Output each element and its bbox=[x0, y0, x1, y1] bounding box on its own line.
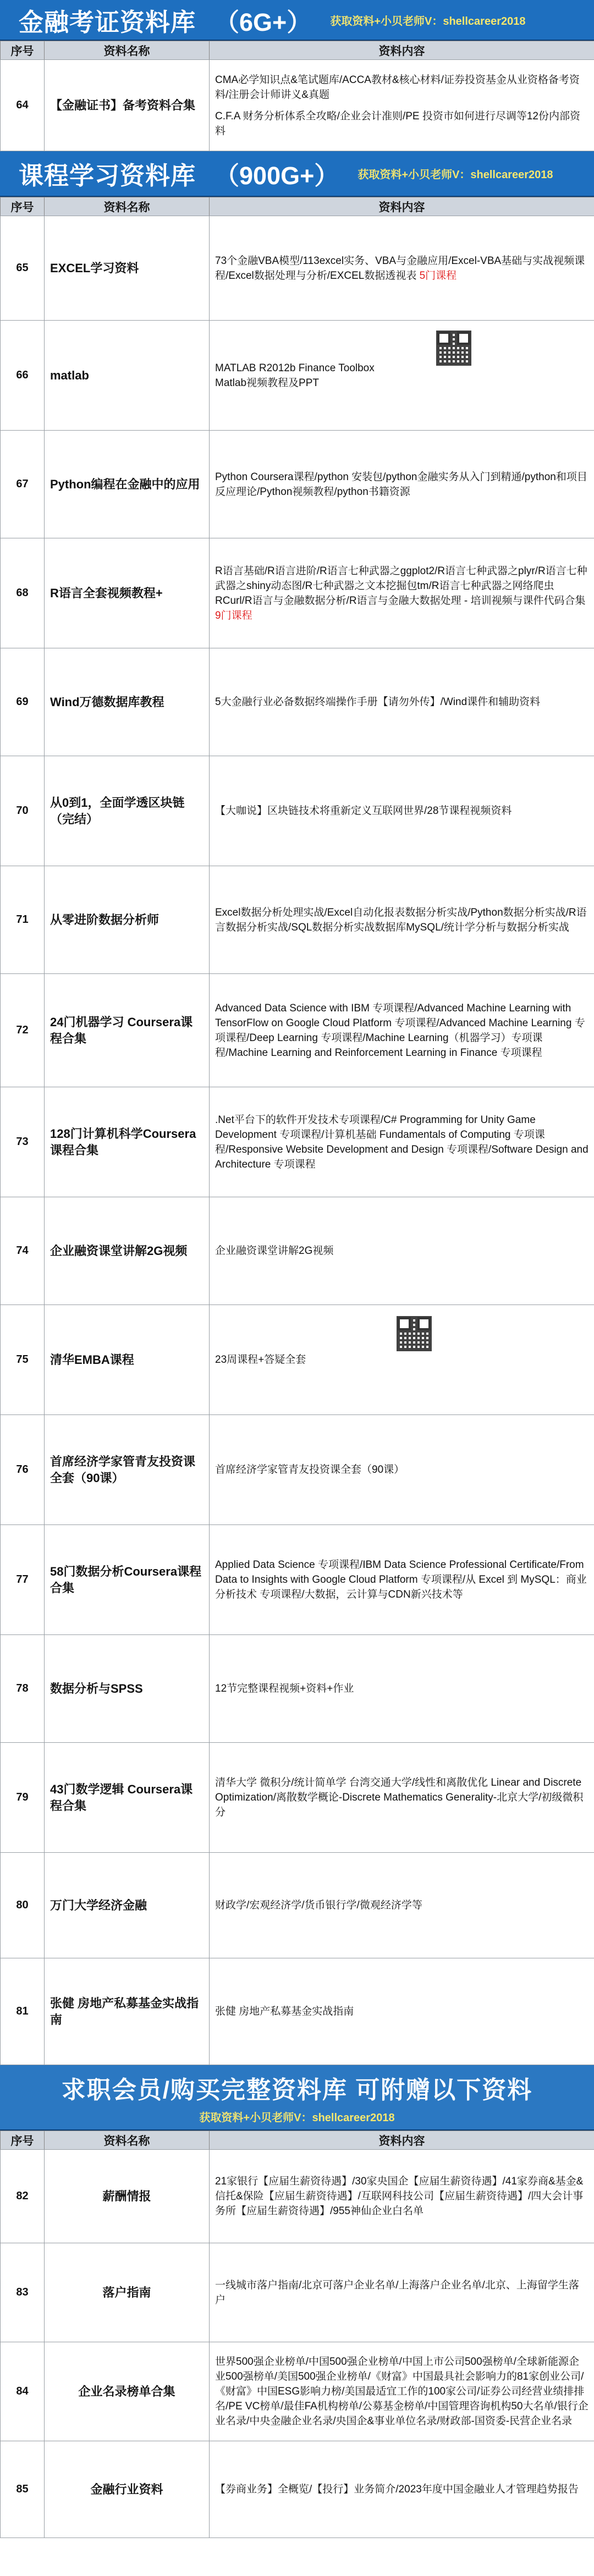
header-num: 序号 bbox=[0, 41, 45, 60]
row-desc-line: C.F.A 财务分析体系全攻略/企业会计准则/PE 投资市如何进行尽调等12份内部资料 bbox=[215, 110, 580, 137]
section2-contact: 获取资料+小贝老师V：shellcareer2018 bbox=[358, 168, 553, 181]
row-desc-line: 财政学/宏观经济学/货币银行学/微观经济学等 bbox=[215, 1900, 422, 1911]
row-num: 83 bbox=[0, 2243, 45, 2342]
section1-contact: 获取资料+小贝老师V：shellcareer2018 bbox=[330, 15, 526, 27]
row-name: 金融行业资料 bbox=[44, 2441, 210, 2538]
row-num: 64 bbox=[0, 59, 45, 151]
row-num: 73 bbox=[0, 1087, 45, 1197]
section2-banner bbox=[0, 151, 594, 197]
row-desc-line: 【券商业务】全概览/【投行】业务简介/2023年度中国金融业人才管理趋势报告 bbox=[215, 2484, 579, 2495]
row-desc-line: 5大金融行业必备数据终端操作手册【请勿外传】/Wind课件和辅助资料 bbox=[215, 696, 541, 708]
table-row bbox=[0, 59, 594, 151]
row-num: 84 bbox=[0, 2342, 45, 2441]
row-desc bbox=[209, 1197, 594, 1305]
table-row bbox=[0, 2149, 594, 2243]
row-desc-line: Matlab视频教程及PPT bbox=[215, 377, 319, 389]
table-row bbox=[0, 1197, 594, 1304]
qr-code-icon bbox=[397, 1316, 432, 1351]
table-header bbox=[0, 41, 594, 59]
row-name: 从零进阶数据分析师 bbox=[44, 866, 210, 974]
section1-title: 金融考证资料库 bbox=[19, 8, 196, 36]
row-desc-line: 12节完整课程视频+资料+作业 bbox=[215, 1683, 354, 1694]
row-desc bbox=[209, 538, 594, 648]
row-num: 80 bbox=[0, 1852, 45, 1958]
header-name: 资料名称 bbox=[44, 2131, 210, 2150]
row-name: 薪酬情报 bbox=[44, 2149, 210, 2243]
row-desc bbox=[209, 1304, 594, 1415]
row-name: matlab bbox=[44, 320, 210, 431]
row-desc bbox=[209, 1087, 594, 1197]
row-desc-line: Applied Data Science 专项课程/IBM Data Science Professional Certificate/From Data to Insights with Google Cloud Platform 专项课程/从 Excel 到 MySQL：商业分析技术 专项课程/大数据，云计算与CDN新兴技术等 bbox=[215, 1559, 587, 1600]
row-name: 数据分析与SPSS bbox=[44, 1634, 210, 1743]
row-num: 82 bbox=[0, 2149, 45, 2243]
row-desc bbox=[209, 1634, 594, 1743]
table-row bbox=[0, 430, 594, 538]
table-row bbox=[0, 866, 594, 973]
row-num: 71 bbox=[0, 866, 45, 974]
table-row bbox=[0, 2243, 594, 2342]
table-row bbox=[0, 1524, 594, 1634]
header-name: 资料名称 bbox=[44, 197, 210, 216]
qr-code-icon bbox=[436, 331, 471, 366]
table-row bbox=[0, 538, 594, 648]
row-name: EXCEL学习资料 bbox=[44, 216, 210, 321]
row-desc bbox=[209, 216, 594, 321]
row-desc bbox=[209, 1524, 594, 1635]
row-desc bbox=[209, 2441, 594, 2538]
row-name: 企业名录榜单合集 bbox=[44, 2342, 210, 2441]
table-row bbox=[0, 2342, 594, 2441]
section3-title: 求职会员/购买完整资料库 可附赠以下资料 bbox=[61, 2076, 533, 2104]
header-desc: 资料内容 bbox=[209, 41, 594, 60]
section3-contact: 获取资料+小贝老师V：shellcareer2018 bbox=[199, 2111, 395, 2124]
table-row bbox=[0, 1087, 594, 1197]
row-desc-line: 企业融资课堂讲解2G视频 bbox=[215, 1245, 334, 1257]
header-desc: 资料内容 bbox=[209, 197, 594, 216]
table-header bbox=[0, 197, 594, 216]
row-name: 清华EMBA课程 bbox=[44, 1304, 210, 1415]
row-desc bbox=[209, 1414, 594, 1525]
row-desc-line: MATLAB R2012b Finance Toolbox bbox=[215, 362, 375, 374]
table-row bbox=[0, 216, 594, 320]
row-name: R语言全套视频教程+ bbox=[44, 538, 210, 648]
row-name: 【金融证书】备考资料合集 bbox=[44, 59, 210, 151]
row-desc bbox=[209, 59, 594, 151]
row-desc-line: 世界500强企业榜单/中国500强企业榜单/中国上市公司500强榜单/全球新能源企业500强榜单/美国500强企业榜单/《财富》中国最具社会影响力的81家创业公司/《财富》中国ESG影响力榜/美国最适宜工作的100家公司/证券公司经营业绩排排名/PE VC榜单/最佳FA机构榜单/公募基金榜单/中国管理咨询机构50大名单/银行企业名录/中央金融企业名录/央国企&事业单位名录/财政部-国资委-民营企业名录 bbox=[215, 2356, 588, 2427]
table-row bbox=[0, 1958, 594, 2065]
row-desc bbox=[209, 866, 594, 974]
row-name: 从0到1，全面学透区块链（完结） bbox=[44, 756, 210, 866]
row-num: 66 bbox=[0, 320, 45, 431]
row-desc-line: R语言基础/R语言进阶/R语言七种武器之ggplot2/R语言七种武器之plyr/R语言七种武器之shiny动态图/R七种武器之文本挖掘包tm/R语言七种武器之网络爬虫RCurl/R语言与金融数据分析/R语言与金融大数据处理 - 培训视频与课件代码合集 9门课程 bbox=[215, 565, 587, 621]
table-row bbox=[0, 1304, 594, 1414]
row-desc bbox=[209, 1852, 594, 1958]
row-desc-line: Excel数据分析处理实战/Excel自动化报表数据分析实战/Python数据分析实战/R语言数据分析实战/SQL数据分析实战数据库MySQL/统计学分析与数据分析实战 bbox=[215, 906, 587, 933]
row-desc bbox=[209, 2342, 594, 2441]
header-num: 序号 bbox=[0, 197, 45, 216]
header-desc: 资料内容 bbox=[209, 2131, 594, 2150]
row-desc bbox=[209, 430, 594, 538]
row-name: 24门机器学习 Coursera课程合集 bbox=[44, 973, 210, 1087]
row-num: 81 bbox=[0, 1958, 45, 2065]
table-row bbox=[0, 1634, 594, 1742]
row-name: 58门数据分析Coursera课程合集 bbox=[44, 1524, 210, 1635]
row-num: 76 bbox=[0, 1414, 45, 1525]
row-num: 77 bbox=[0, 1524, 45, 1635]
row-name: 企业融资课堂讲解2G视频 bbox=[44, 1197, 210, 1305]
row-num: 70 bbox=[0, 756, 45, 866]
row-name: 128门计算机科学Coursera课程合集 bbox=[44, 1087, 210, 1197]
row-num: 72 bbox=[0, 973, 45, 1087]
row-num: 69 bbox=[0, 648, 45, 756]
header-name: 资料名称 bbox=[44, 41, 210, 60]
row-num: 78 bbox=[0, 1634, 45, 1743]
row-desc-line: .Net平台下的软件开发技术专项课程/C# Programming for Unity Game Development 专项课程/计算机基础 Fundamentals of Computing 专项课程/Responsive Website Development and Design 专项课程/Software Design and Architecture 专项课程 bbox=[215, 1114, 588, 1170]
table-row bbox=[0, 320, 594, 430]
row-desc bbox=[209, 648, 594, 756]
table-row bbox=[0, 2441, 594, 2538]
row-num: 68 bbox=[0, 538, 45, 648]
course-count: 9门课程 bbox=[215, 609, 252, 621]
row-name: Python编程在金融中的应用 bbox=[44, 430, 210, 538]
row-desc-line: 23周课程+答疑全套 bbox=[215, 1354, 306, 1366]
row-desc bbox=[209, 2149, 594, 2243]
row-num: 75 bbox=[0, 1304, 45, 1415]
row-desc-line: 清华大学 微积分/统计简单学 台湾交通大学/线性和离散优化 Linear and Discrete Optimization/离散数学概论-Discrete Mathematics Generality-北京大学/初级微积分 bbox=[215, 1777, 584, 1818]
section3-banner bbox=[0, 2065, 594, 2131]
row-desc bbox=[209, 2243, 594, 2342]
table-row bbox=[0, 1742, 594, 1852]
row-num: 65 bbox=[0, 216, 45, 321]
row-desc-line: 21家银行【应届生薪资待遇】/30家央国企【应届生薪资待遇】/41家券商&基金&信托&保险【应届生薪资待遇】/互联网科技公司【应届生薪资待遇】/四大会计事务所【应届生薪资待遇】/955神仙企业白名单 bbox=[215, 2176, 584, 2217]
row-name: 落户指南 bbox=[44, 2243, 210, 2342]
row-num: 67 bbox=[0, 430, 45, 538]
row-num: 85 bbox=[0, 2441, 45, 2538]
table-header bbox=[0, 2131, 594, 2149]
table-row bbox=[0, 756, 594, 866]
row-desc-line: Python Coursera课程/python 安装包/python金融实务从入门到精通/python和项目反应理论/Python视频教程/python书籍资源 bbox=[215, 471, 587, 498]
row-desc-line: 张健 房地产私募基金实战指南 bbox=[215, 2006, 354, 2017]
row-desc bbox=[209, 973, 594, 1087]
row-num: 74 bbox=[0, 1197, 45, 1305]
table-row bbox=[0, 648, 594, 756]
row-desc-line: 73个金融VBA模型/113excel实务、VBA与金融应用/Excel-VBA基础与实战视频课程/Excel数据处理与分析/EXCEL数据透视表 5门课程 bbox=[215, 255, 585, 282]
row-desc-line: 一线城市落户指南/北京可落户企业名单/上海落户企业名单/北京、上海留学生落户 bbox=[215, 2279, 579, 2306]
row-name: 万门大学经济金融 bbox=[44, 1852, 210, 1958]
row-desc bbox=[209, 1958, 594, 2065]
row-desc bbox=[209, 756, 594, 866]
section2-size: （900G+） bbox=[215, 161, 339, 190]
row-desc-line: CMA必学知识点&笔试题库/ACCA教材&核心材料/证券投资基金从业资格备考资料/注册会计师讲义&真题 bbox=[215, 74, 580, 101]
row-desc-line: 首席经济学家管青友投资课全套（90课） bbox=[215, 1464, 405, 1476]
row-desc-line: Advanced Data Science with IBM 专项课程/Advanced Machine Learning with TensorFlow on Google Cloud Platform 专项课程/Advanced Machine Learning 专项课程/Deep Learning 专项课程/Machine Learning（机器学习）专项课程/Machine Learning and Reinforcement Learning in Finance 专项课程 bbox=[215, 1002, 585, 1059]
table-row bbox=[0, 973, 594, 1087]
row-desc bbox=[209, 1742, 594, 1853]
row-desc-line: 【大咖说】区块链技术将重新定义互联网世界/28节课程视频资料 bbox=[215, 805, 512, 817]
section2-title: 课程学习资料库 bbox=[19, 161, 196, 190]
row-name: Wind万德数据库教程 bbox=[44, 648, 210, 756]
section1-banner bbox=[0, 0, 594, 41]
course-count: 5门课程 bbox=[416, 269, 457, 282]
table-row bbox=[0, 1852, 594, 1958]
section1-size: （6G+） bbox=[215, 8, 312, 36]
table-row bbox=[0, 1414, 594, 1524]
header-num: 序号 bbox=[0, 2131, 45, 2150]
row-name: 张健 房地产私募基金实战指南 bbox=[44, 1958, 210, 2065]
row-desc bbox=[209, 320, 594, 431]
row-name: 首席经济学家管青友投资课全套（90课） bbox=[44, 1414, 210, 1525]
row-name: 43门数学逻辑 Coursera课程合集 bbox=[44, 1742, 210, 1853]
row-num: 79 bbox=[0, 1742, 45, 1853]
